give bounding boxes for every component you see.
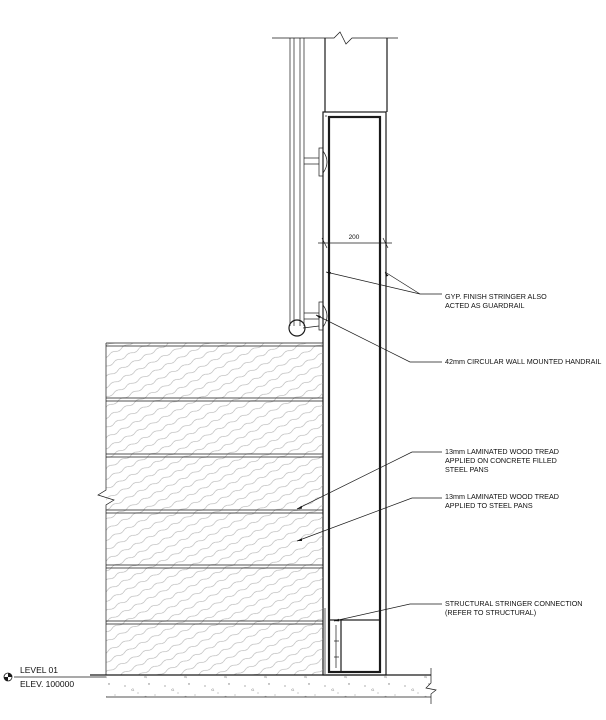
level-elevation: ELEV. 100000 xyxy=(20,679,75,689)
upper-wall xyxy=(272,32,398,112)
stringer-connection-plate xyxy=(325,608,380,674)
handrail-note: 42mm CIRCULAR WALL MOUNTED HANDRAIL xyxy=(445,357,602,366)
tread-steel-note: 13mm LAMINATED WOOD TREAD APPLIED TO STEEL PANS xyxy=(445,492,559,510)
tread-concrete-note: 13mm LAMINATED WOOD TREAD APPLIED ON CONCRETE FILLED STEEL PANS xyxy=(445,447,559,474)
level-marker-icon xyxy=(4,673,12,681)
stringer xyxy=(323,112,386,675)
guardrail-note: GYP. FINISH STRINGER ALSO ACTED AS GUARDRAIL xyxy=(445,292,547,310)
treads xyxy=(98,343,323,675)
dimension-label: 200 xyxy=(348,234,360,241)
stringer-connection-note: STRUCTURAL STRINGER CONNECTION (REFER TO STRUCTURAL) xyxy=(445,599,583,617)
handrail xyxy=(289,38,327,336)
leader-stringer-connection xyxy=(334,604,442,621)
level-name: LEVEL 01 xyxy=(20,665,58,675)
leader-guardrail xyxy=(326,272,442,294)
level-marker xyxy=(4,665,106,689)
